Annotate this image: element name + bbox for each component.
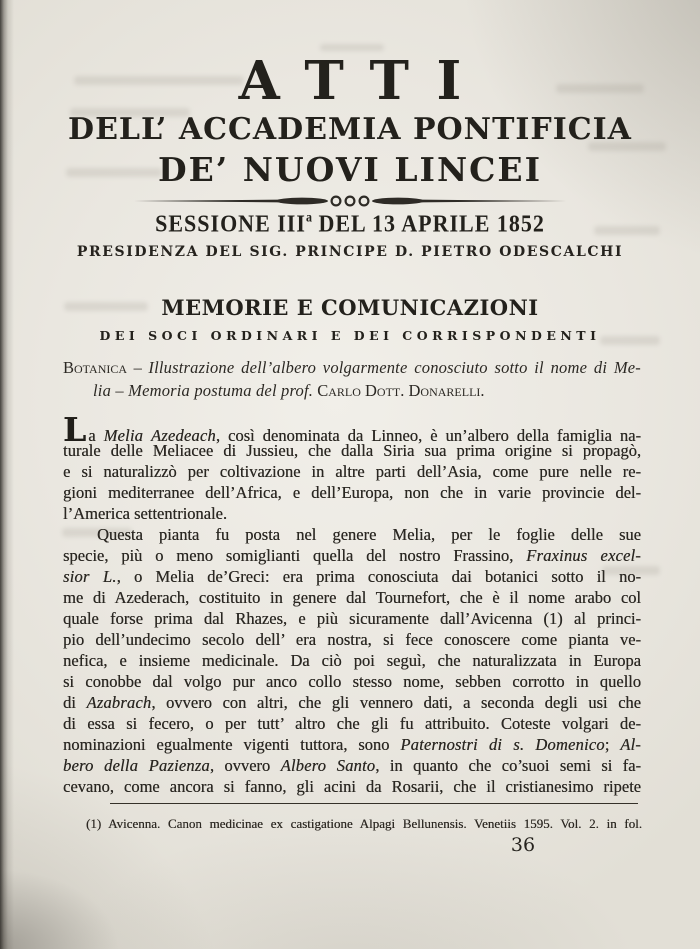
text-line: e si naturalizzò per coltivazione in altre parti dell’Asia, come pure nelle re- bbox=[63, 462, 641, 481]
caption-line: Botanica – Illustrazione dell’albero volgarmente conosciuto sotto il nome di Me- bbox=[63, 358, 642, 377]
footnote-text: (1) Avicenna. Canon medicinae ex castigatione Alpagi Bellunensis. Venetiis 1595. Vol. 2. in fol. bbox=[86, 816, 642, 831]
session-prefix: SESSIONE III bbox=[155, 209, 306, 237]
text-line: di Azabrach, ovvero con altri, che gli vennero dati, a seconda degli usi che bbox=[63, 693, 641, 712]
footnote-divider bbox=[110, 803, 638, 804]
article-caption bbox=[63, 357, 641, 402]
session-suffix: DEL 13 APRILE 1852 bbox=[318, 209, 545, 237]
session-superscript: a bbox=[305, 209, 312, 225]
paragraph bbox=[63, 410, 641, 524]
text-line: quale forse prima dal Rhazes, e più sicuramente dall’Avicenna (1) al princi- bbox=[63, 609, 641, 628]
text-line: Questa pianta fu posta nel genere Melia, per le foglie delle sue bbox=[97, 525, 641, 544]
ornament-divider bbox=[60, 193, 640, 209]
text-line: pio dell’undecimo secolo dell’ era nostra, si fece conoscere come pianta ve- bbox=[63, 630, 641, 649]
text-line: nefica, e insieme medicinale. Da ciò poi seguì, che naturalizzata in Europa bbox=[63, 651, 641, 670]
text-line: si conobbe dal volgo pur anco collo stesso nome, sebben corrotto in quello bbox=[63, 672, 641, 691]
text-line: bero della Pazienza, ovvero Albero Santo, in quanto che co’suoi semi si fa- bbox=[63, 756, 641, 775]
text-line: me di Azederach, costituito in genere dal Tournefort, che è il nome arabo col bbox=[63, 588, 641, 607]
paragraph bbox=[63, 524, 641, 797]
scan-corner-shadow bbox=[0, 869, 120, 949]
text-line: gioni mediterranee dell’Africa, e dell’Europa, non che in varie provincie del- bbox=[63, 483, 641, 502]
section-heading: MEMORIE E COMUNICAZIONI bbox=[161, 295, 539, 320]
journal-subtitle-lincei: DE’ NUOVI LINCEI bbox=[157, 150, 543, 189]
presidency-line: PRESIDENZA DEL SIG. PRINCIPE D. PIETRO ODESCALCHI bbox=[76, 244, 624, 260]
text-line: La Melia Azedeach, così denominata da Linneo, è un’albero della famiglia na- bbox=[63, 410, 641, 449]
journal-title: ATTI bbox=[238, 50, 489, 112]
text-line: l’America settentrionale. bbox=[63, 504, 228, 523]
text-line: nominazioni egualmente vigenti tuttora, sono Paternostri di s. Domenico; Al- bbox=[63, 735, 641, 754]
caption-line: lia – Memoria postuma del prof. Carlo Dott. Donarelli. bbox=[93, 380, 485, 400]
drop-cap-initial: L bbox=[63, 410, 88, 449]
text-line: di essa si fecero, o per tutt’ altro che gli fu attribuito. Coteste volgari de- bbox=[63, 714, 641, 733]
session-heading bbox=[60, 209, 640, 238]
text-line: specie, più o meno somiglianti quella del nostro Frassino, Fraxinus excel- bbox=[63, 546, 641, 565]
scan-edge-shadow bbox=[0, 0, 14, 949]
text-line: cevano, come ancora si fanno, gli acini da Rosarii, che il cristianesimo ripete bbox=[63, 777, 641, 796]
page-number: 36 bbox=[510, 834, 536, 856]
section-subheading: DEI SOCI ORDINARI E DEI CORRISPONDENTI bbox=[99, 328, 601, 343]
journal-subtitle-accademia: DELL’ ACCADEMIA PONTIFICIA bbox=[68, 112, 632, 147]
text-line: turale delle Meliacee di Jussieu, che dalla Siria sua prima origine si propagò, bbox=[63, 441, 641, 460]
text-line: sior L., o Melia de’Greci: era prima conosciuta dai botanici sotto il no- bbox=[63, 567, 641, 586]
article-body bbox=[63, 410, 641, 797]
